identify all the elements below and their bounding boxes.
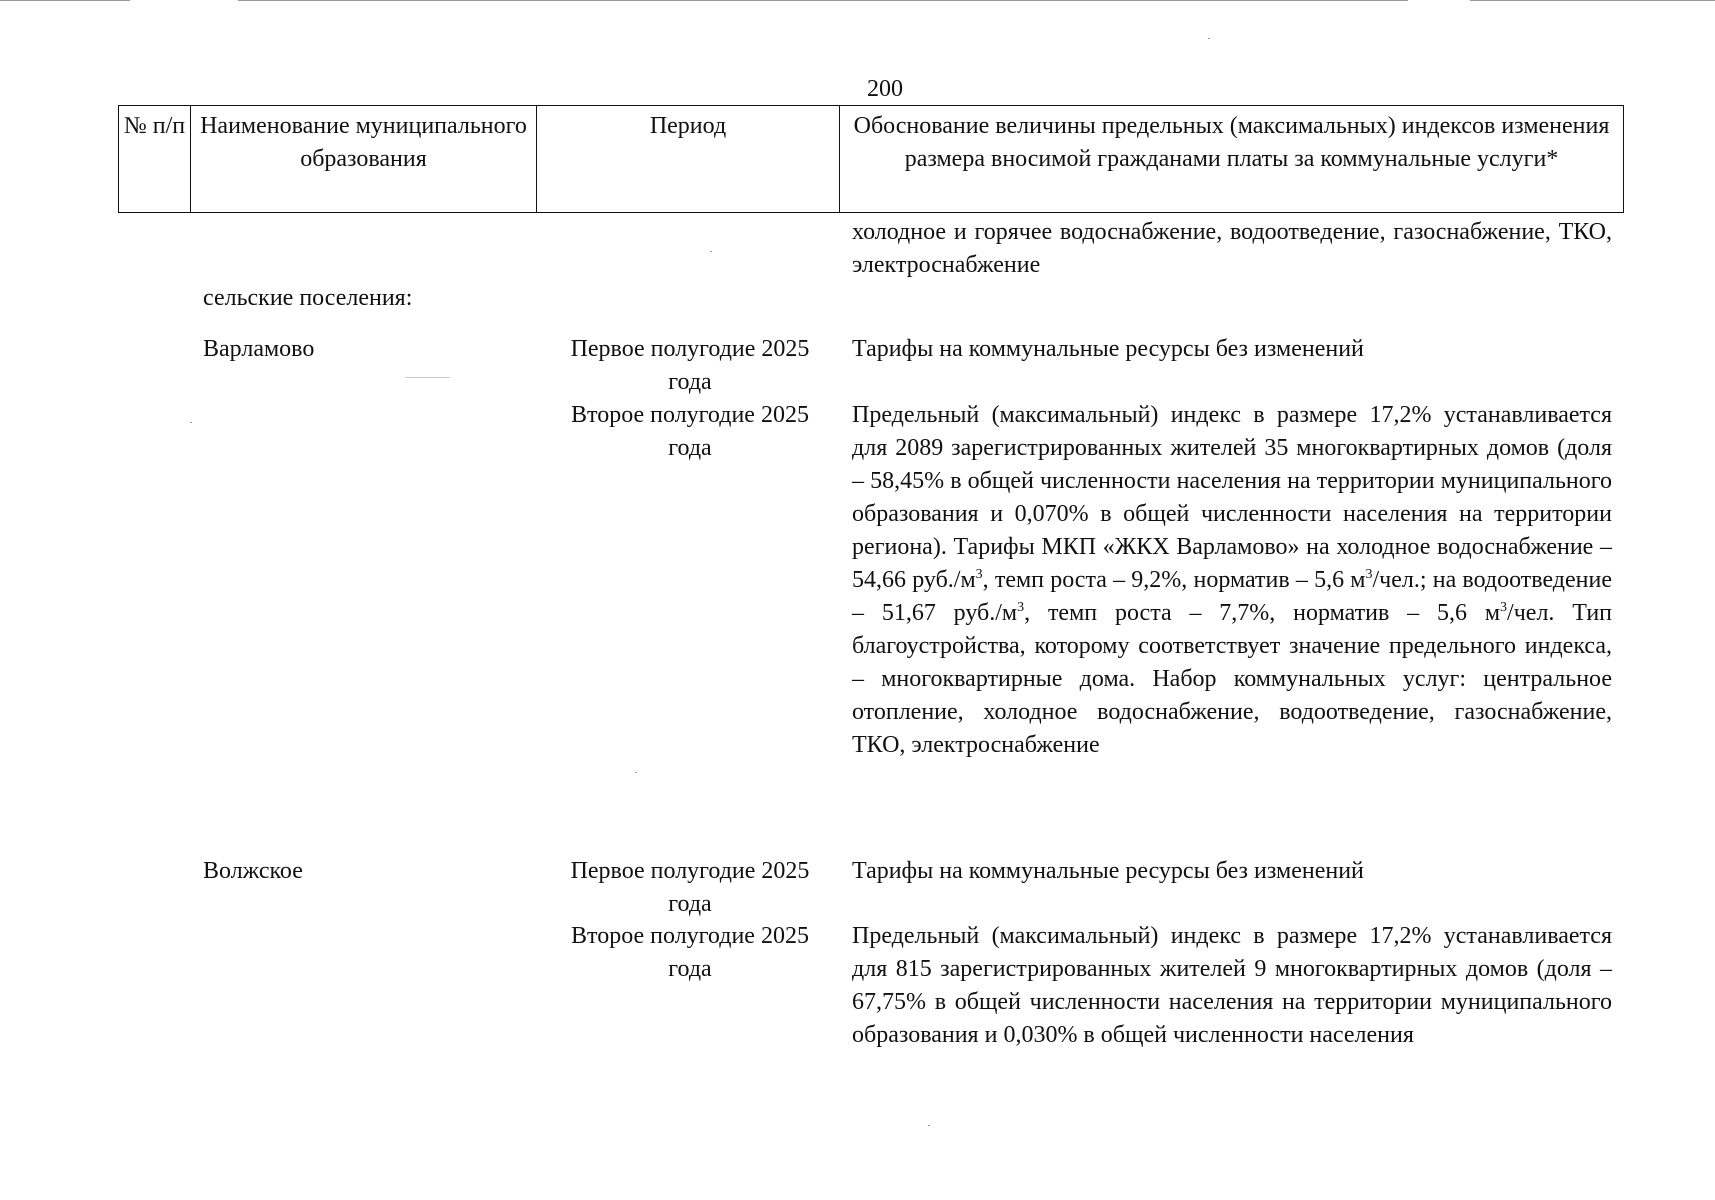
period-first-half-volzhskoe: Первое полугодие 2025 года: [570, 858, 810, 917]
justification-second-half-varlamovo: [852, 399, 1612, 762]
justification-text-part: , темп роста – 7,7%, норматив – 5,6 м: [1024, 600, 1501, 626]
justification-first-half-varlamovo: Тарифы на коммунальные ресурсы без изменений: [852, 336, 1364, 362]
justification-text-part: , темп роста – 9,2%, норматив – 5,6 м: [982, 567, 1366, 593]
justification-second-half-volzhskoe: Предельный (максимальный) индекс в размере 17,2% устанавливается для 815 зарегистрированных жителей 9 многоквартирных домов (доля – 67,75% в общей численности населения на территории муниципального образования и 0,030% в общей численности населения: [852, 923, 1612, 1048]
superscript-cubic: 3: [1365, 567, 1373, 582]
header-col-justification: Обоснование величины предельных (максимальных) индексов изменения размера вносимой гражданами платы за коммунальные услуги*: [840, 106, 1624, 213]
justification-text-part: /чел.; на водоотведение – 51,67 руб./м: [852, 567, 1613, 626]
scan-edge-line-right: [1470, 0, 1715, 1]
scan-edge-line-middle: [238, 0, 1408, 1]
scan-edge-line-left: [0, 0, 130, 1]
scan-speck: [635, 772, 637, 773]
header-col-municipality: Наименование муниципального образования: [191, 106, 537, 213]
period-second-half-varlamovo: Второе полугодие 2025 года: [571, 402, 809, 461]
section-label: сельские поселения:: [203, 285, 413, 311]
scan-speck: [928, 1125, 930, 1126]
table-header: [118, 105, 1624, 213]
table-header-row: [119, 106, 1624, 213]
scan-speck: [1208, 38, 1210, 39]
superscript-cubic: 3: [1017, 600, 1025, 615]
justification-text-part: /чел. Тип благоустройства, которому соответствует значение предельного индекса, – многоквартирные дома. Набор коммунальных услуг: центральное отопление, холодное водоснабжение, водоотведение, газоснабжение, ТКО, электроснабжение: [852, 600, 1613, 758]
scan-speck: [405, 377, 450, 378]
justification-first-half-volzhskoe: Тарифы на коммунальные ресурсы без изменений: [852, 858, 1364, 884]
municipality-name-volzhskoe: Волжское: [203, 858, 303, 884]
period-second-half-volzhskoe: Второе полугодие 2025 года: [571, 923, 809, 982]
page-number: 200: [867, 76, 903, 102]
continuation-text: холодное и горячее водоснабжение, водоотведение, газоснабжение, ТКО, электроснабжение: [852, 219, 1612, 278]
header-col-period: Период: [537, 106, 840, 213]
justification-text-part: Предельный (максимальный) индекс в размере 17,2% устанавливается для 2089 зарегистрированных жителей 35 многоквартирных домов (доля – 58,45% в общей численности населения на территории муниципального образования и 0,070% в общей численности населения на территории региона). Тарифы МКП «ЖКХ Варламово» на холодное водоснабжение – 54,66 руб./м: [852, 402, 1612, 593]
scan-speck: [190, 422, 192, 423]
scan-speck: [710, 251, 712, 252]
superscript-cubic: 3: [1500, 600, 1508, 615]
header-col-number: № п/п: [119, 106, 191, 213]
municipality-name-varlamovo: Варламово: [203, 336, 315, 362]
period-first-half-varlamovo: Первое полугодие 2025 года: [570, 336, 810, 395]
superscript-cubic: 3: [975, 567, 983, 582]
